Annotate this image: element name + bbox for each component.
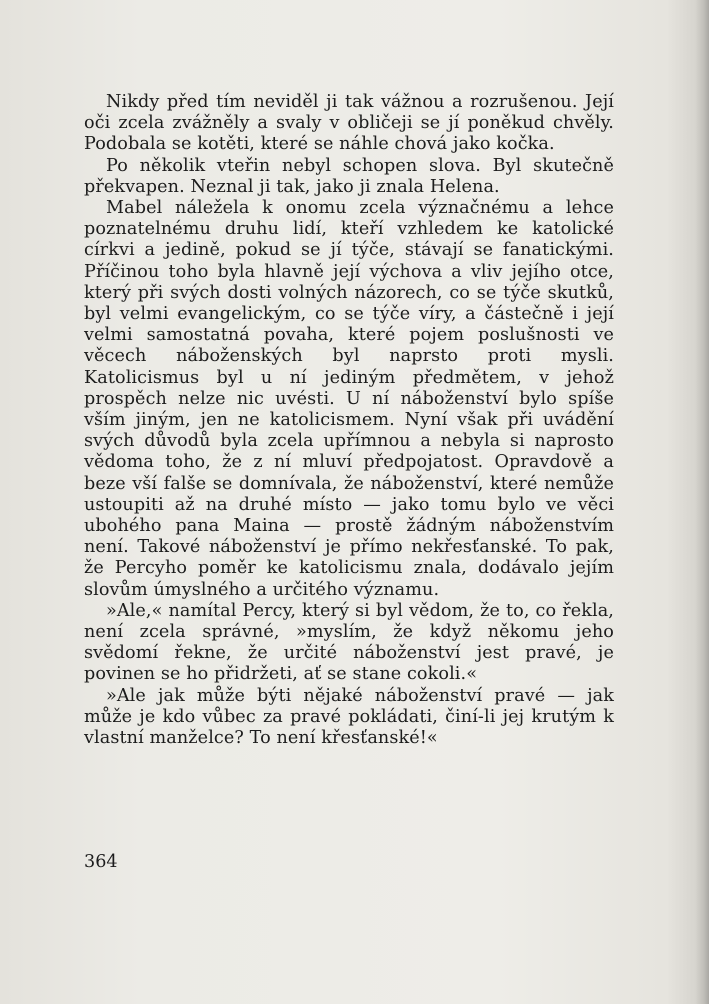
paragraph-3: Mabel náležela k onomu zcela význačnému a lehce poznatelnému druhu lidí, kteří vzhledem ke katolické církvi a jedině, pokud se jí týče, stávají se fanatickými. Příčinou toho byla hlavně její výchova a vliv jejího otce, který při svých dosti volných názorech, co se týče skutků, byl velmi evangelickým, co se týče víry, a částečně i její velmi samostatná povaha, které pojem poslušnosti ve věcech náboženských byl naprsto proti mysli. Katolicismus byl u ní jediným předmětem, v jehož prospěch nelze nic uvésti. U ní náboženství bylo spíše vším jiným, jen ne katolicismem. Nyní však při uvádění svých důvodů byla zcela upřímnou a nebyla si naprosto vědoma toho, že z ní mluví předpojatost. Opravdově a beze vší falše se domnívala, že náboženství, které nemůže ustoupiti až na druhé místo — jako tomu bylo ve věci ubohého pana Maina — prostě žádným náboženstvím není. Takové náboženství je přímo nekřesťanské. To pak, že Percyho poměr ke katolicismu znala, dodávalo jejím slovům úmyslného a určitého významu.: [84, 198, 614, 600]
page-edge-shadow: [695, 0, 709, 1004]
paragraph-1: Nikdy před tím neviděl ji tak vážnou a rozrušenou. Její oči zcela zvážněly a svaly v obličeji se jí poněkud chvěly. Podobala se kotěti, které se náhle chová jako kočka.: [84, 92, 614, 155]
paragraph-2: Po několik vteřin nebyl schopen slova. Byl skutečně překvapen. Neznal ji tak, jako ji znala Helena.: [84, 155, 614, 197]
paragraph-5: »Ale jak může býti nějaké náboženství pravé — jak může je kdo vůbec za pravé pokládati, činí-li jej krutým k vlastní manželce? To není křesťanské!«: [84, 685, 614, 749]
paragraph-4: »Ale,« namítal Percy, který si byl vědom, že to, co řekla, není zcela správné, »myslím, že když někomu jeho svědomí řekne, že určité náboženství jest pravé, je povinen se ho přidržeti, ať se stane cokoli.«: [84, 600, 614, 685]
body-text: [84, 92, 614, 749]
page-number: 364: [84, 852, 118, 872]
